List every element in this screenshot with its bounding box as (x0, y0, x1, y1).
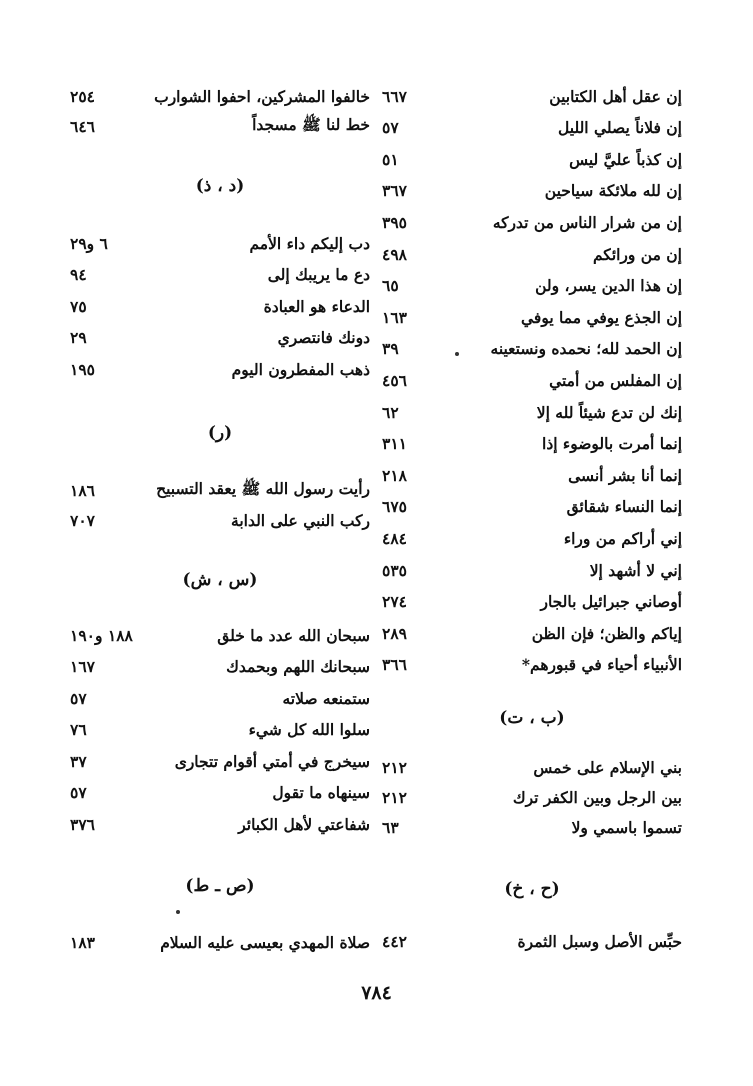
entry-text: إن من ورائكم (592, 244, 682, 264)
entry-text: ذهب المفطرون اليوم (231, 359, 370, 379)
index-entry (382, 618, 682, 648)
entry-page: ٧٦ (70, 720, 87, 739)
entry-text: دونك فانتصري (277, 328, 370, 347)
index-entry (70, 652, 370, 682)
entry-page: ٤٤٢ (382, 931, 407, 951)
index-entry (382, 429, 682, 459)
entry-text: أوصاني جبرائيل بالجار (540, 592, 682, 612)
entry-text: حبِّس الأصل وسبل الثمرة (517, 931, 682, 951)
section-heading: (س ، ش) (182, 570, 258, 590)
index-entry (382, 207, 682, 237)
right-column (382, 0, 682, 1086)
ink-dot (455, 352, 459, 356)
entry-page: ١٨٦ (70, 480, 95, 500)
entry-text: إن الجذع يوفي مما يوفي (521, 307, 682, 327)
index-entry (382, 334, 682, 364)
entry-page: ٢١٢ (382, 757, 407, 777)
index-entry (382, 271, 682, 301)
entry-page: ٧٥ (70, 296, 87, 316)
entry-page: ٤٩٨ (382, 244, 407, 264)
entry-page: ٣٦٦ (382, 655, 407, 675)
entry-page: ٧٠٧ (70, 510, 95, 530)
entry-text: إنما أمرت بالوضوء إذا (542, 434, 682, 454)
entry-text: رأيت رسول الله ﷺ يعقد التسبيح (156, 478, 370, 498)
index-entry (70, 778, 370, 808)
entry-page: ٤٨٤ (382, 528, 407, 548)
index-entry (382, 365, 682, 395)
entry-page: ٩٤ (70, 265, 87, 284)
section-heading: (د ، ذ) (195, 176, 245, 196)
ink-dot (176, 910, 180, 914)
index-entry (382, 239, 682, 269)
index-entry (382, 176, 682, 206)
entry-text: سينهاه ما تقول (272, 783, 370, 802)
section-heading: (ب ، ت) (499, 708, 565, 728)
entry-page: ٢٧٤ (382, 592, 407, 612)
entry-page: ٣٧ (70, 751, 87, 771)
index-entry (70, 228, 370, 258)
entry-page: ٦٢ (382, 402, 399, 422)
entry-page: ٥٣٥ (382, 560, 407, 580)
entry-page: ٣٩٥ (382, 212, 407, 232)
entry-page: ٢١٢ (382, 787, 407, 807)
entry-page: ٣١١ (382, 434, 407, 454)
section-heading: (ح ، خ) (504, 879, 560, 899)
entry-text: سلوا الله كل شيء (248, 720, 370, 739)
index-entry (382, 523, 682, 553)
entry-text: بني الإسلام على خمس (533, 757, 682, 777)
index-entry (70, 323, 370, 353)
index-entry (70, 715, 370, 745)
entry-page: ٣٦٧ (382, 181, 407, 201)
entry-text: بين الرجل وبين الكفر ترك (512, 787, 682, 807)
page-number: ٧٨٤ (361, 982, 392, 1004)
entry-text: خط لنا ﷺ مسجداً (252, 114, 370, 134)
entry-page: ٥٧ (382, 118, 399, 138)
entry-page: ٤٥٦ (382, 370, 407, 390)
entry-text: تسموا باسمي ولا (571, 817, 682, 837)
entry-text: سبحان الله عدد ما خلق (217, 625, 370, 645)
index-entry (70, 809, 370, 839)
entry-page: ٥٧ (70, 688, 87, 708)
index-entry (382, 397, 682, 427)
index-entry (382, 782, 682, 812)
entry-text: إن كذباً عليَّ ليس (569, 149, 682, 169)
entry-page: ١٨٣ (70, 932, 95, 952)
left-column (70, 0, 370, 1086)
index-entry (382, 752, 682, 782)
entry-page: ١٨٨ و١٩٠ (70, 625, 133, 645)
entry-page: ٦٣ (382, 817, 399, 837)
entry-text: إني أراكم من وراء (563, 528, 682, 548)
entry-page: ٦٧٥ (382, 497, 407, 517)
index-entry (382, 302, 682, 332)
index-entry (382, 460, 682, 490)
entry-text: إن فلاناً يصلي الليل (558, 118, 682, 138)
section-heading: (ص ـ ط) (185, 876, 255, 896)
index-entry (70, 475, 370, 505)
entry-text: صلاة المهدي بعيسى عليه السلام (160, 932, 370, 952)
index-entry (382, 144, 682, 174)
entry-page: ٦٤٦ (70, 116, 95, 136)
entry-page: ٦٦٧ (382, 86, 407, 106)
entry-text: شفاعتي لأهل الكبائر (238, 814, 370, 834)
entry-text: إني لا أشهد إلا (589, 560, 682, 580)
entry-page: ٣٧٦ (70, 814, 95, 834)
entry-text: خالفوا المشركين، احفوا الشوارب (154, 86, 370, 106)
index-entry (70, 746, 370, 776)
entry-text: دع ما يريبك إلى (267, 265, 370, 284)
entry-text: ركب النبي على الدابة (231, 510, 370, 530)
entry-page: ١٩٥ (70, 359, 95, 379)
index-entry (70, 927, 370, 957)
entry-text: إن الحمد لله؛ نحمده ونستعينه (490, 339, 682, 359)
entry-page: ٥١ (382, 149, 399, 169)
entry-page: ٥٧ (70, 783, 87, 802)
entry-text: دب إليكم داء الأمم (249, 233, 370, 253)
index-entry (70, 260, 370, 290)
entry-text: إن لله ملائكة سياحين (544, 181, 682, 201)
entry-text: إن عقل أهل الكتابين (549, 86, 682, 106)
index-entry (382, 113, 682, 143)
entry-text: إنما أنا بشر أنسى (568, 465, 682, 485)
entry-page: ٢٥٤ (70, 86, 95, 106)
index-entry (382, 812, 682, 842)
index-entry (382, 81, 682, 111)
entry-page: ١٦٧ (70, 657, 95, 676)
index-entry (382, 926, 682, 956)
entry-page: ٣٩ (382, 339, 399, 359)
entry-text: إن من شرار الناس من تدركه (492, 212, 682, 232)
index-entry (70, 111, 370, 141)
entry-text: إن هذا الدين يسر، ولن (535, 276, 682, 296)
entry-text: سيخرج في أمتي أقوام تتجارى (174, 751, 370, 771)
entry-text: ستمنعه صلاته (282, 688, 370, 708)
index-entry (382, 587, 682, 617)
index-entry (70, 505, 370, 535)
entry-page: ٦ و٢٩ (70, 233, 108, 253)
index-entry (382, 555, 682, 585)
entry-page: ٢١٨ (382, 465, 407, 485)
index-entry (70, 291, 370, 321)
entry-page: ١٦٣ (382, 307, 407, 327)
entry-page: ٢٩ (70, 328, 87, 347)
entry-text: إنك لن تدع شيئاً لله إلا (536, 402, 682, 422)
entry-page: ٢٨٩ (382, 623, 407, 643)
index-entry (382, 650, 682, 680)
index-entry (70, 620, 370, 650)
entry-text: إن المفلس من أمتي (549, 370, 682, 390)
section-heading: (ر) (207, 423, 233, 443)
entry-text: الدعاء هو العبادة (263, 296, 370, 316)
entry-text: سبحانك اللهم وبحمدك (226, 657, 370, 676)
index-entry (70, 354, 370, 384)
entry-text: إنما النساء شقائق (566, 497, 682, 517)
index-entry (70, 683, 370, 713)
index-entry (70, 81, 370, 111)
entry-text: إياكم والظن؛ فإن الظن (531, 623, 682, 643)
entry-text: الأنبياء أحياء في قبورهم* (521, 655, 682, 675)
index-entry (382, 492, 682, 522)
entry-page: ٦٥ (382, 276, 399, 296)
